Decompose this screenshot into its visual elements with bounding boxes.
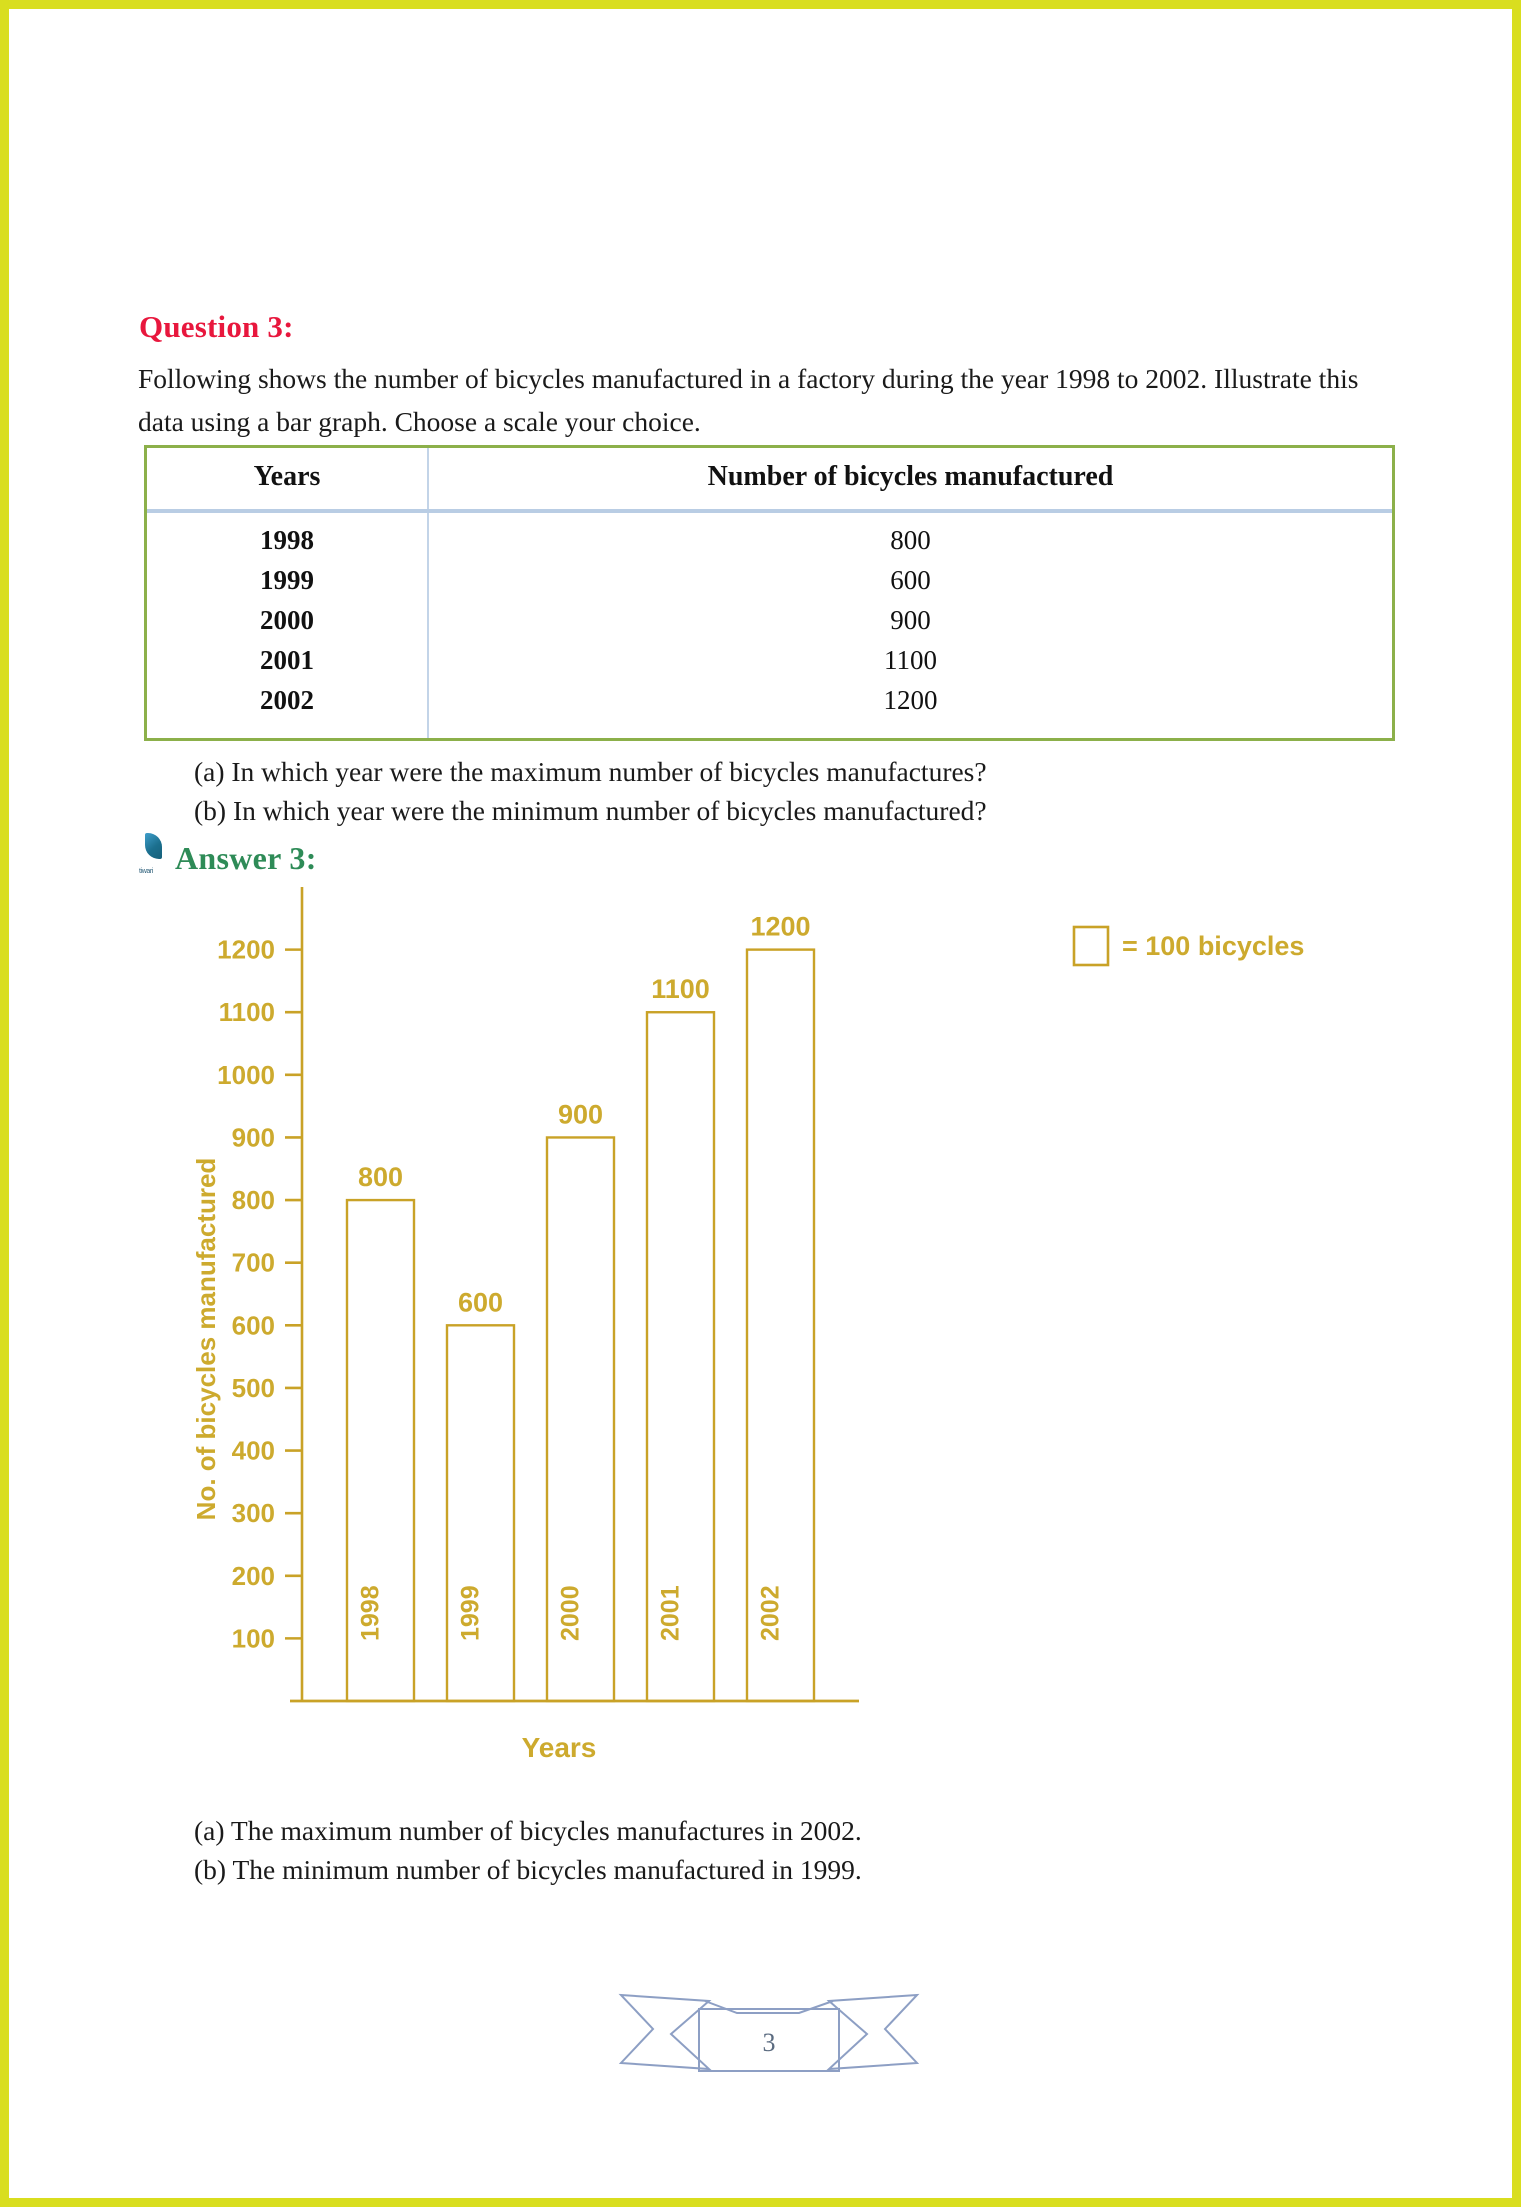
bar-category-label: 2000	[556, 1585, 585, 1641]
table-header-years: Years	[147, 448, 428, 511]
bar-value-label: 1200	[750, 911, 811, 942]
table-header-row	[147, 448, 1392, 511]
table-row	[147, 561, 1392, 601]
cell-year: 1998	[147, 511, 428, 561]
cell-count: 900	[890, 605, 931, 635]
bar-value-label: 800	[357, 1162, 404, 1193]
sub-question-b: (b) In which year were the minimum number of bicycles manufactured?	[194, 795, 987, 826]
y-axis-tick-label: 1100	[218, 997, 275, 1028]
question-body-text: Following shows the number of bicycles manufactured in a factory during the year 1998 to 2002. Illustrate this data using a bar graph. Choose a scale your choice.	[138, 363, 1359, 437]
bar-1999	[447, 1325, 514, 1701]
y-axis-tick-label: 200	[231, 1560, 275, 1591]
table-row	[147, 641, 1392, 681]
bar-chart	[189, 869, 1419, 1809]
cell-count: 600	[890, 565, 931, 595]
cell-year: 1999	[147, 561, 428, 601]
y-axis-tick-label: 700	[231, 1247, 275, 1278]
cell-count: 1200	[883, 685, 938, 715]
bar-category-label: 1998	[356, 1585, 385, 1641]
y-axis-tick-label: 800	[231, 1185, 275, 1216]
x-axis-title: Years	[521, 1732, 597, 1763]
legend-swatch-icon	[1074, 927, 1108, 965]
bar-category-label: 2002	[756, 1585, 785, 1641]
y-axis-tick-label: 500	[231, 1372, 275, 1403]
question-heading: Question 3:	[139, 309, 294, 344]
table-header-count: Number of bicycles manufactured	[428, 448, 1392, 511]
y-axis-tick-label: 1000	[217, 1059, 275, 1090]
answer-statements-block	[194, 1811, 1404, 1889]
bar-value-label: 600	[457, 1287, 504, 1318]
answer-heading: Answer 3:	[175, 840, 317, 876]
table-row	[147, 601, 1392, 641]
sub-question-a: (a) In which year were the maximum number of bicycles manufactures?	[194, 756, 987, 787]
logo-wordmark: tiwari	[139, 868, 153, 875]
leaf-logo-icon	[139, 832, 169, 876]
bar-category-label: 1999	[456, 1585, 485, 1641]
y-axis-tick-label: 300	[231, 1498, 275, 1529]
y-axis-title: No. of bicycles manufactured	[191, 1157, 221, 1521]
cell-year: 2000	[147, 601, 428, 641]
answer-statement-b: (b) The minimum number of bicycles manufactured in 1999.	[194, 1854, 862, 1885]
bar-chart-svg	[189, 869, 1419, 1809]
legend-label: = 100 bicycles	[1122, 931, 1305, 961]
cell-count: 1100	[884, 645, 937, 675]
y-axis-tick-label: 1200	[217, 934, 275, 965]
y-axis-tick-label: 900	[231, 1122, 275, 1153]
cell-count: 800	[890, 525, 931, 555]
leaf-shape-icon	[145, 833, 162, 859]
sub-questions-block	[194, 752, 1404, 830]
y-axis-tick-label: 600	[231, 1310, 275, 1341]
table-row	[147, 511, 1392, 561]
page-number-ribbon	[609, 1971, 929, 2097]
cell-year: 2002	[147, 681, 428, 738]
table-row	[147, 681, 1392, 738]
bicycles-data-table	[144, 445, 1395, 741]
bar-value-label: 1100	[651, 974, 710, 1005]
answer-statement-a: (a) The maximum number of bicycles manufactures in 2002.	[194, 1815, 862, 1846]
cell-year: 2001	[147, 641, 428, 681]
y-axis-tick-label: 100	[231, 1623, 275, 1654]
bar-category-label: 2001	[656, 1585, 685, 1641]
bar-value-label: 900	[557, 1099, 604, 1130]
y-axis-tick-label: 400	[231, 1435, 275, 1466]
page-number: 3	[762, 2028, 776, 2057]
